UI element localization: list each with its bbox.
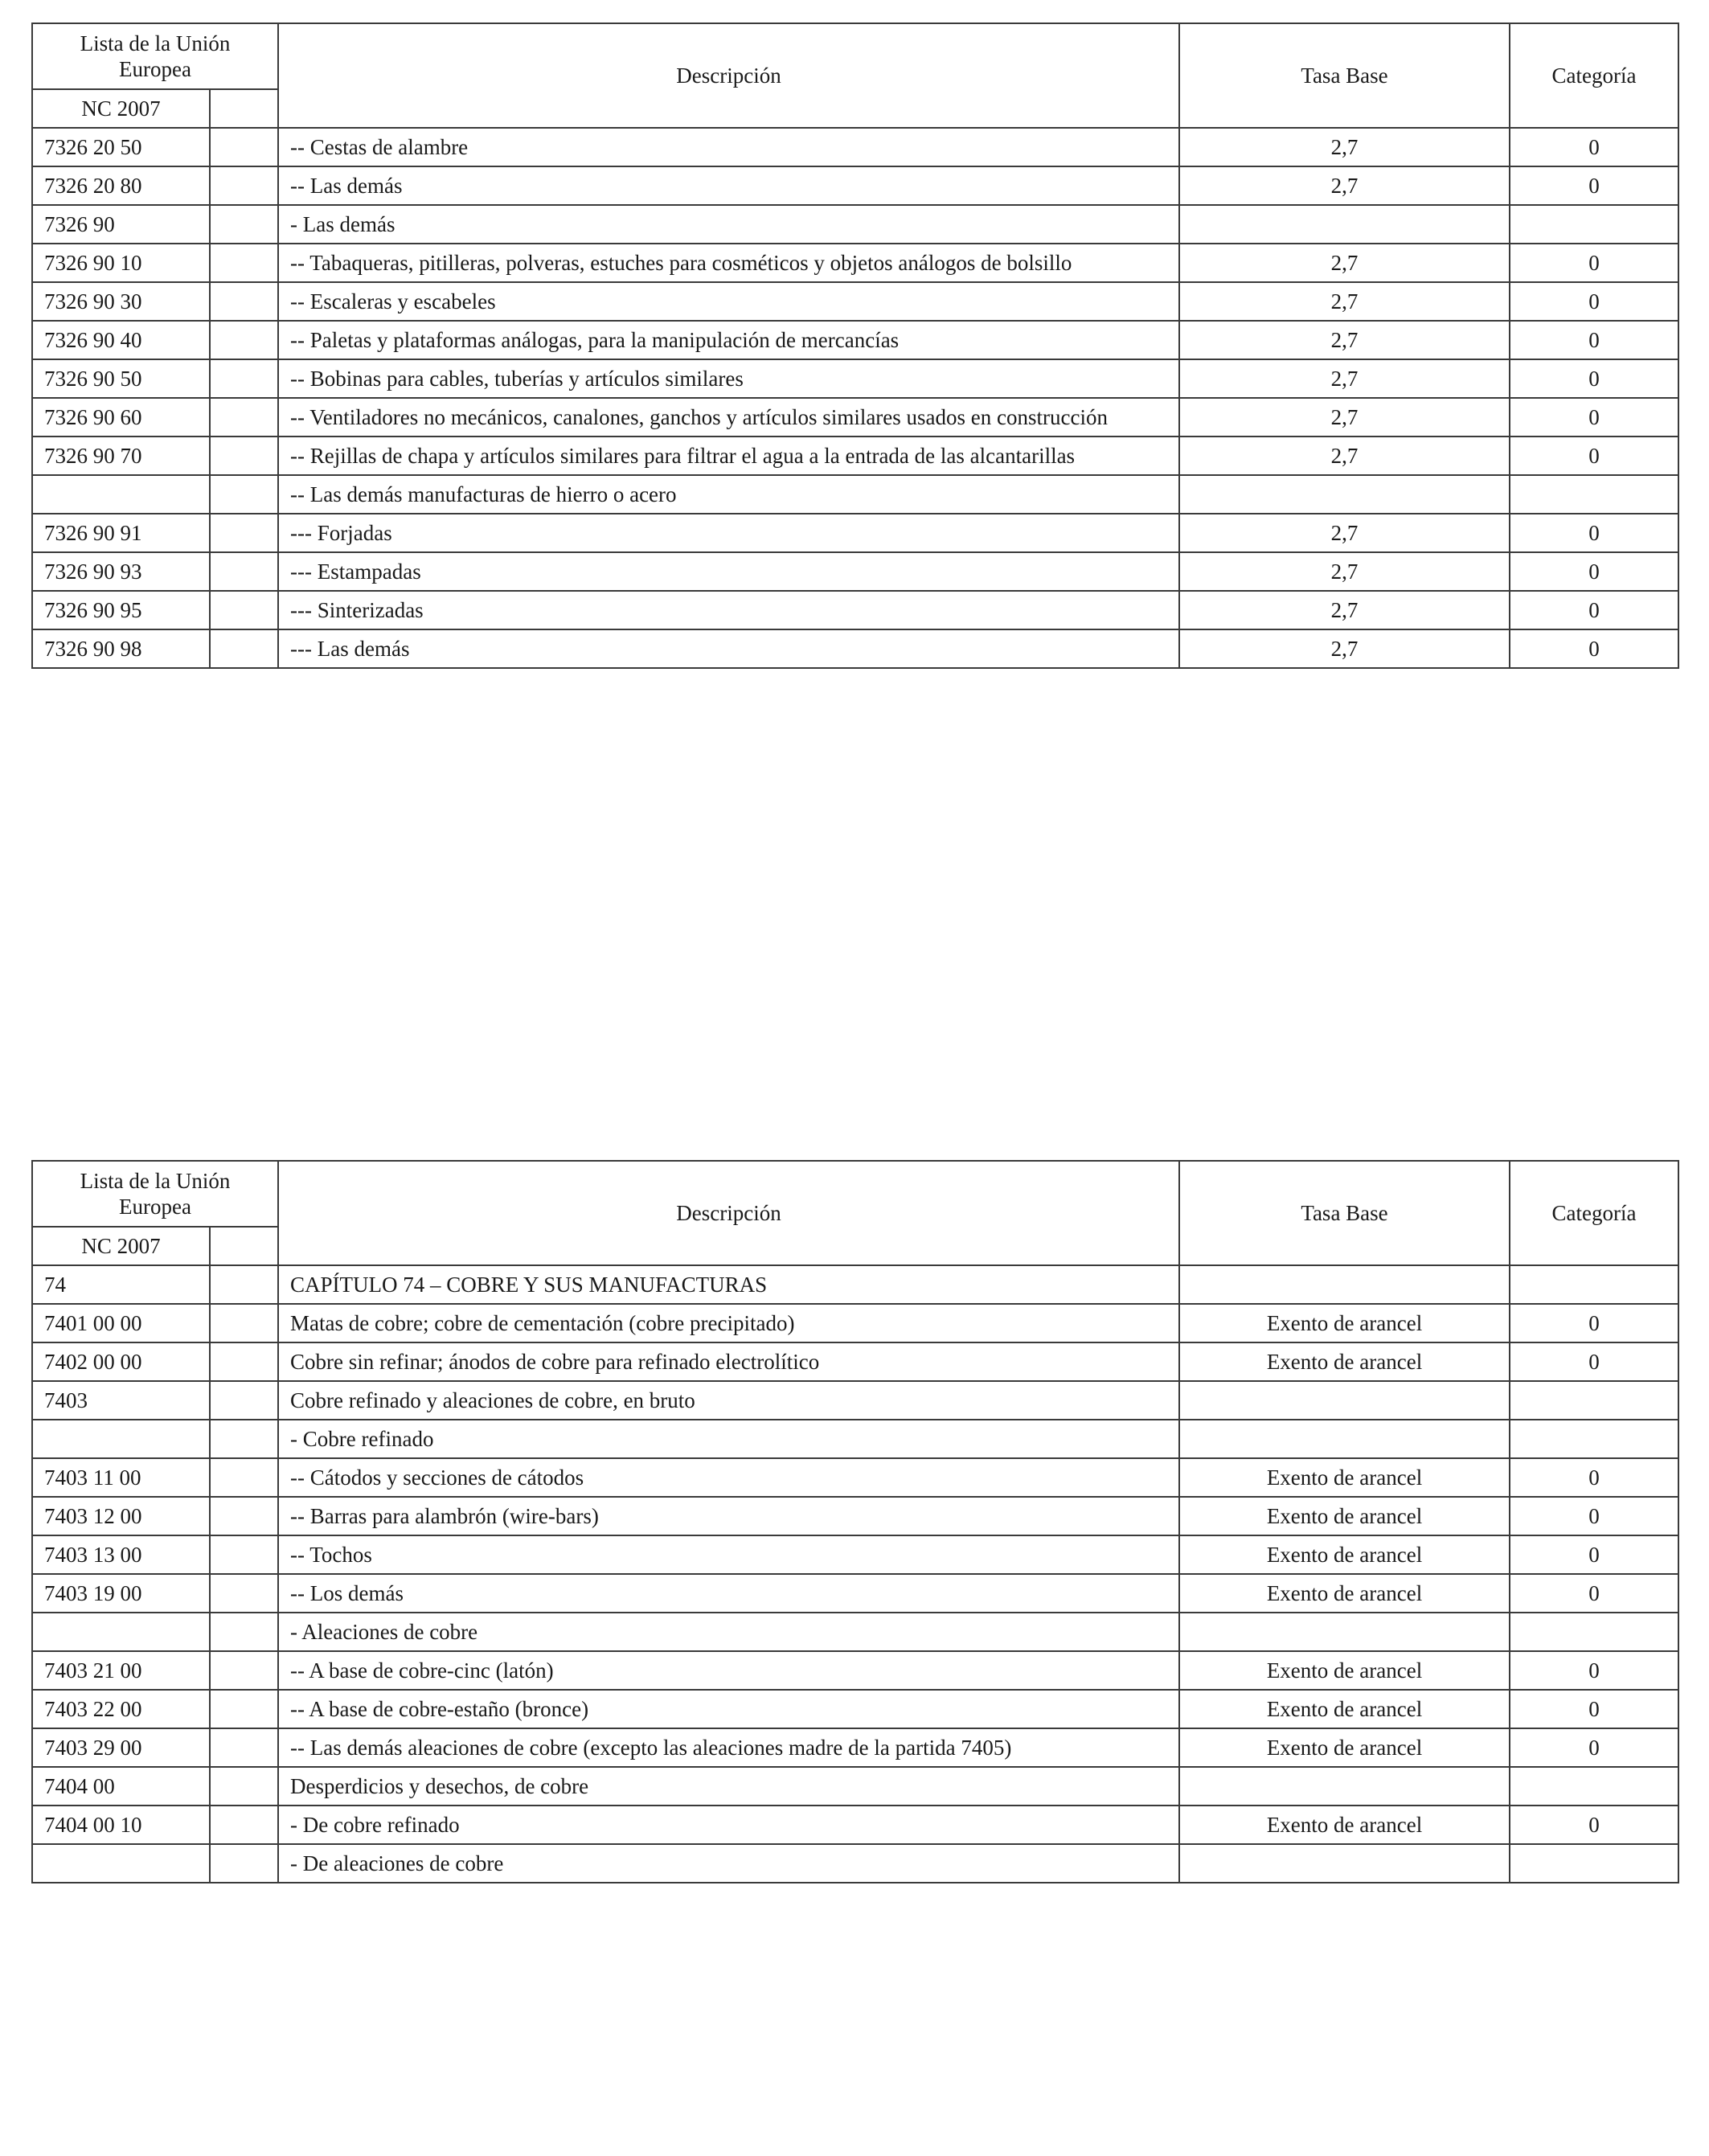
description-cell: --- Sinterizadas (278, 591, 1179, 629)
code-cell: 7326 90 91 (32, 514, 210, 552)
blank-cell (210, 552, 278, 591)
rate-cell (1179, 1613, 1510, 1651)
description-cell: Cobre sin refinar; ánodos de cobre para refinado electrolítico (278, 1342, 1179, 1381)
rate-cell (1179, 1381, 1510, 1420)
description-cell: -- Tochos (278, 1535, 1179, 1574)
description-cell: Cobre refinado y aleaciones de cobre, en bruto (278, 1381, 1179, 1420)
description-cell: -- Ventiladores no mecánicos, canalones, ganchos y artículos similares usados en construcción (278, 398, 1179, 437)
category-cell (1510, 1381, 1678, 1420)
category-cell: 0 (1510, 1728, 1678, 1767)
description-cell: -- Las demás manufacturas de hierro o acero (278, 475, 1179, 514)
rate-cell: Exento de arancel (1179, 1535, 1510, 1574)
blank-cell (210, 205, 278, 244)
rate-cell: Exento de arancel (1179, 1690, 1510, 1728)
blank-cell (210, 1767, 278, 1806)
category-cell: 0 (1510, 1304, 1678, 1342)
code-cell: 7403 12 00 (32, 1497, 210, 1535)
category-cell: 0 (1510, 398, 1678, 437)
header-nc-label: NC 2007 (32, 89, 210, 128)
description-cell: -- Las demás aleaciones de cobre (excepto las aleaciones madre de la partida 7405) (278, 1728, 1179, 1767)
code-cell: 7326 20 80 (32, 166, 210, 205)
blank-cell (210, 166, 278, 205)
blank-cell (210, 1535, 278, 1574)
table-row (32, 128, 1678, 166)
code-cell: 7404 00 10 (32, 1806, 210, 1844)
table-row (32, 359, 1678, 398)
description-cell: -- Rejillas de chapa y artículos similares para filtrar el agua a la entrada de las alcantarillas (278, 437, 1179, 475)
description-cell: -- Los demás (278, 1574, 1179, 1613)
blank-cell (210, 1420, 278, 1458)
rate-cell: 2,7 (1179, 437, 1510, 475)
table-row (32, 514, 1678, 552)
blank-cell (210, 1651, 278, 1690)
table-row (32, 552, 1678, 591)
category-cell (1510, 475, 1678, 514)
header-blank-cell (210, 1227, 278, 1265)
rate-cell: Exento de arancel (1179, 1458, 1510, 1497)
code-cell: 7326 90 10 (32, 244, 210, 282)
table-row (32, 1574, 1678, 1613)
code-cell: 7403 11 00 (32, 1458, 210, 1497)
description-cell: -- Paletas y plataformas análogas, para la manipulación de mercancías (278, 321, 1179, 359)
rate-cell: 2,7 (1179, 359, 1510, 398)
category-cell: 0 (1510, 282, 1678, 321)
header-list-label: Lista de la Unión Europea (32, 1161, 278, 1227)
category-cell (1510, 1420, 1678, 1458)
description-cell: -- Cestas de alambre (278, 128, 1179, 166)
description-cell: - Aleaciones de cobre (278, 1613, 1179, 1651)
header-nc-label: NC 2007 (32, 1227, 210, 1265)
rate-cell: 2,7 (1179, 629, 1510, 668)
code-cell: 7326 90 (32, 205, 210, 244)
category-cell (1510, 1767, 1678, 1806)
description-cell: - Las demás (278, 205, 1179, 244)
description-cell: CAPÍTULO 74 – COBRE Y SUS MANUFACTURAS (278, 1265, 1179, 1304)
blank-cell (210, 1265, 278, 1304)
category-cell: 0 (1510, 128, 1678, 166)
code-cell: 7326 90 30 (32, 282, 210, 321)
description-cell: -- Cátodos y secciones de cátodos (278, 1458, 1179, 1497)
description-cell: --- Forjadas (278, 514, 1179, 552)
category-cell: 0 (1510, 552, 1678, 591)
blank-cell (210, 1728, 278, 1767)
blank-cell (210, 437, 278, 475)
description-cell: -- A base de cobre-estaño (bronce) (278, 1690, 1179, 1728)
description-cell: -- Las demás (278, 166, 1179, 205)
description-cell: -- A base de cobre-cinc (latón) (278, 1651, 1179, 1690)
description-cell: -- Bobinas para cables, tuberías y artículos similares (278, 359, 1179, 398)
rate-cell: Exento de arancel (1179, 1304, 1510, 1342)
header-list-label: Lista de la Unión Europea (32, 23, 278, 89)
blank-cell (210, 321, 278, 359)
rate-cell: 2,7 (1179, 244, 1510, 282)
description-cell: -- Escaleras y escabeles (278, 282, 1179, 321)
blank-cell (210, 629, 278, 668)
rate-cell (1179, 205, 1510, 244)
code-cell (32, 1844, 210, 1883)
table-row (32, 244, 1678, 282)
rate-cell (1179, 1844, 1510, 1883)
category-cell: 0 (1510, 591, 1678, 629)
table-row (32, 1265, 1678, 1304)
rate-cell (1179, 475, 1510, 514)
code-cell: 7402 00 00 (32, 1342, 210, 1381)
rate-cell: Exento de arancel (1179, 1497, 1510, 1535)
code-cell: 7326 90 70 (32, 437, 210, 475)
code-cell: 7326 90 93 (32, 552, 210, 591)
category-cell (1510, 1265, 1678, 1304)
table-row (32, 591, 1678, 629)
blank-cell (210, 1574, 278, 1613)
header-rate: Tasa Base (1179, 1161, 1510, 1265)
table-row (32, 1342, 1678, 1381)
blank-cell (210, 1381, 278, 1420)
rate-cell: 2,7 (1179, 166, 1510, 205)
code-cell: 7326 90 50 (32, 359, 210, 398)
table-row (32, 475, 1678, 514)
blank-cell (210, 1342, 278, 1381)
code-cell: 7403 19 00 (32, 1574, 210, 1613)
blank-cell (210, 282, 278, 321)
category-cell: 0 (1510, 437, 1678, 475)
blank-cell (210, 1613, 278, 1651)
blank-cell (210, 244, 278, 282)
code-cell: 7401 00 00 (32, 1304, 210, 1342)
header-row (32, 23, 1678, 89)
rate-cell: 2,7 (1179, 552, 1510, 591)
code-cell: 7326 20 50 (32, 128, 210, 166)
blank-cell (210, 1844, 278, 1883)
category-cell: 0 (1510, 1458, 1678, 1497)
table-row (32, 1767, 1678, 1806)
header-blank-cell (210, 89, 278, 128)
description-cell: -- Barras para alambrón (wire-bars) (278, 1497, 1179, 1535)
blank-cell (210, 398, 278, 437)
blank-cell (210, 1806, 278, 1844)
rate-cell (1179, 1767, 1510, 1806)
header-category: Categoría (1510, 23, 1678, 128)
rate-cell: 2,7 (1179, 398, 1510, 437)
blank-cell (210, 128, 278, 166)
rate-cell: 2,7 (1179, 514, 1510, 552)
blank-cell (210, 1458, 278, 1497)
code-cell: 7403 22 00 (32, 1690, 210, 1728)
header-row (32, 1161, 1678, 1227)
table-row (32, 205, 1678, 244)
category-cell: 0 (1510, 1806, 1678, 1844)
category-cell: 0 (1510, 1497, 1678, 1535)
description-cell: - De aleaciones de cobre (278, 1844, 1179, 1883)
rate-cell: 2,7 (1179, 282, 1510, 321)
table-row (32, 1728, 1678, 1767)
blank-cell (210, 591, 278, 629)
table-row (32, 1651, 1678, 1690)
code-cell: 7326 90 95 (32, 591, 210, 629)
table-row (32, 1304, 1678, 1342)
category-cell (1510, 1844, 1678, 1883)
blank-cell (210, 1304, 278, 1342)
code-cell: 7403 13 00 (32, 1535, 210, 1574)
description-cell: -- Tabaqueras, pitilleras, polveras, estuches para cosméticos y objetos análogos de bolsillo (278, 244, 1179, 282)
table-row (32, 629, 1678, 668)
table-row (32, 166, 1678, 205)
code-cell: 7326 90 98 (32, 629, 210, 668)
table-row (32, 1497, 1678, 1535)
description-cell: Matas de cobre; cobre de cementación (cobre precipitado) (278, 1304, 1179, 1342)
table-row (32, 1613, 1678, 1651)
rate-cell: 2,7 (1179, 591, 1510, 629)
table-row (32, 437, 1678, 475)
rate-cell: 2,7 (1179, 321, 1510, 359)
blank-cell (210, 514, 278, 552)
description-cell: --- Las demás (278, 629, 1179, 668)
rate-cell (1179, 1420, 1510, 1458)
description-cell: --- Estampadas (278, 552, 1179, 591)
tariff-table (31, 23, 1679, 669)
code-cell (32, 1420, 210, 1458)
description-cell: Desperdicios y desechos, de cobre (278, 1767, 1179, 1806)
table-row (32, 282, 1678, 321)
rate-cell: Exento de arancel (1179, 1342, 1510, 1381)
description-cell: - De cobre refinado (278, 1806, 1179, 1844)
category-cell (1510, 205, 1678, 244)
category-cell: 0 (1510, 1535, 1678, 1574)
category-cell: 0 (1510, 1690, 1678, 1728)
table-body (32, 23, 1678, 668)
rate-cell (1179, 1265, 1510, 1304)
table-row (32, 1844, 1678, 1883)
rate-cell: Exento de arancel (1179, 1806, 1510, 1844)
code-cell (32, 1613, 210, 1651)
category-cell (1510, 1613, 1678, 1651)
table-row (32, 398, 1678, 437)
code-cell (32, 475, 210, 514)
table-body (32, 1161, 1678, 1883)
code-cell: 7404 00 (32, 1767, 210, 1806)
code-cell: 74 (32, 1265, 210, 1304)
table-row (32, 1535, 1678, 1574)
code-cell: 7326 90 40 (32, 321, 210, 359)
category-cell: 0 (1510, 514, 1678, 552)
header-description: Descripción (278, 23, 1179, 128)
code-cell: 7403 29 00 (32, 1728, 210, 1767)
table-row (32, 321, 1678, 359)
table-row (32, 1381, 1678, 1420)
category-cell: 0 (1510, 244, 1678, 282)
code-cell: 7326 90 60 (32, 398, 210, 437)
category-cell: 0 (1510, 166, 1678, 205)
table-row (32, 1458, 1678, 1497)
header-description: Descripción (278, 1161, 1179, 1265)
rate-cell: Exento de arancel (1179, 1728, 1510, 1767)
blank-cell (210, 1497, 278, 1535)
description-cell: - Cobre refinado (278, 1420, 1179, 1458)
category-cell: 0 (1510, 1342, 1678, 1381)
category-cell: 0 (1510, 1651, 1678, 1690)
rate-cell: Exento de arancel (1179, 1574, 1510, 1613)
header-category: Categoría (1510, 1161, 1678, 1265)
rate-cell: Exento de arancel (1179, 1651, 1510, 1690)
code-cell: 7403 (32, 1381, 210, 1420)
table-row (32, 1690, 1678, 1728)
table-row (32, 1420, 1678, 1458)
category-cell: 0 (1510, 629, 1678, 668)
table-row (32, 1806, 1678, 1844)
blank-cell (210, 359, 278, 398)
rate-cell: 2,7 (1179, 128, 1510, 166)
category-cell: 0 (1510, 321, 1678, 359)
category-cell: 0 (1510, 359, 1678, 398)
tariff-table (31, 1160, 1679, 1883)
header-rate: Tasa Base (1179, 23, 1510, 128)
code-cell: 7403 21 00 (32, 1651, 210, 1690)
blank-cell (210, 1690, 278, 1728)
blank-cell (210, 475, 278, 514)
category-cell: 0 (1510, 1574, 1678, 1613)
